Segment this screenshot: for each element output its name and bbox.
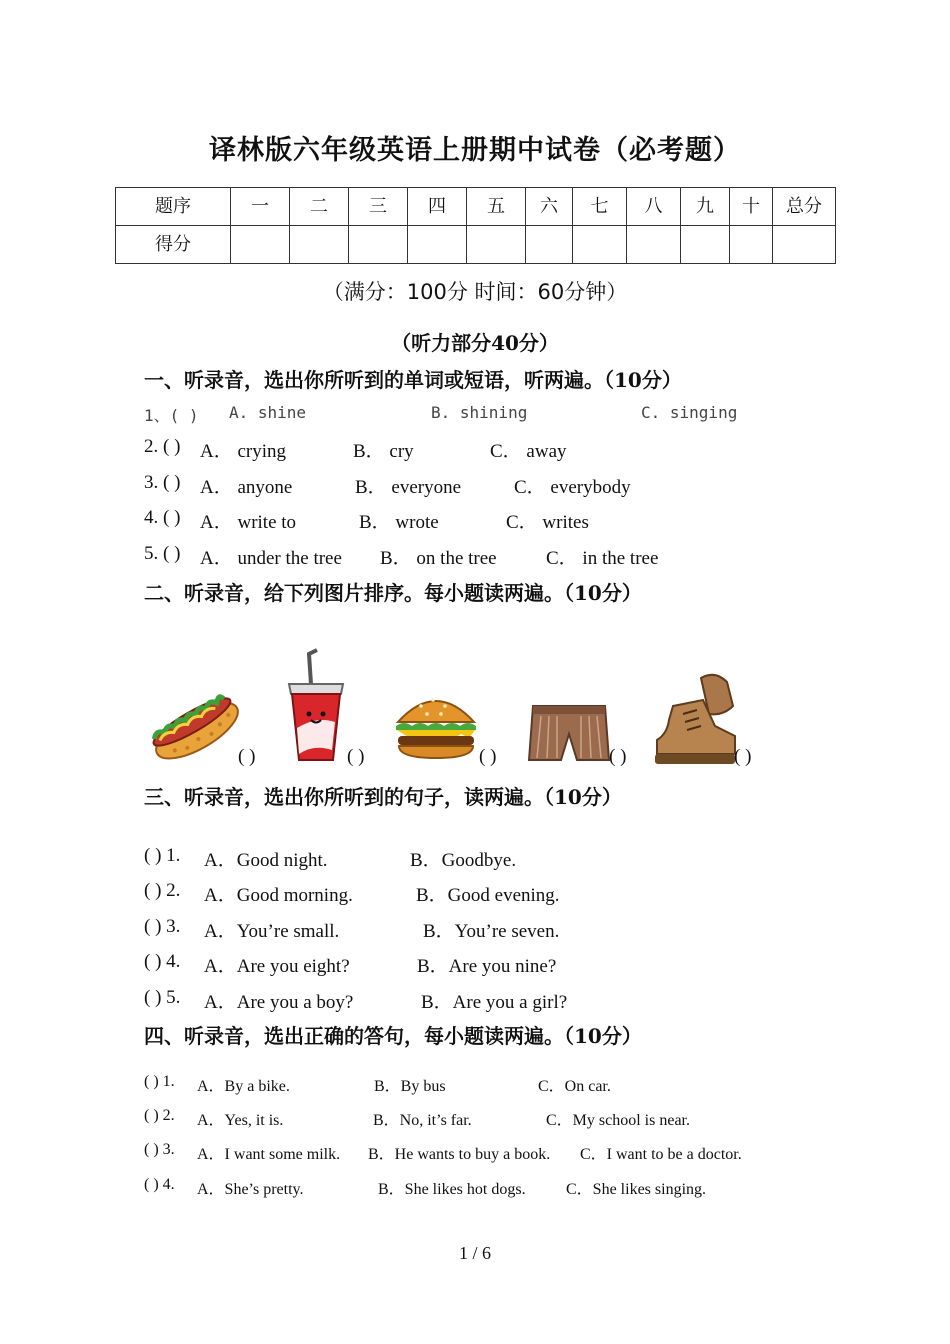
q4-option-b: B． wrote xyxy=(359,512,439,533)
score-cell xyxy=(231,226,290,264)
section3-title: 三、听录音，选出你所听到的句子，读两遍。（10分） xyxy=(144,785,622,809)
header-cell: 六 xyxy=(526,188,573,226)
q1-option-b: B. shining xyxy=(431,403,528,422)
score-cell xyxy=(526,226,573,264)
q2-option-a: A． crying xyxy=(200,441,287,462)
header-cell: 总分 xyxy=(773,188,836,226)
q4-number: 4. ( ) xyxy=(144,507,181,528)
s4-q4-option-b: B．She likes hot dogs. xyxy=(378,1181,526,1198)
s3-q5-number: ( ) 5. xyxy=(144,987,181,1008)
s3-q2-number: ( ) 2. xyxy=(144,880,181,901)
s3-q4-option-a: A．Are you eight? xyxy=(204,956,350,977)
q3-option-b: B． everyone xyxy=(355,477,462,498)
s4-q4-number: ( ) 4. xyxy=(144,1176,175,1193)
q3-option-c: C． everybody xyxy=(514,477,631,498)
q1-option-c: C. singing xyxy=(641,403,738,422)
q2-number: 2. ( ) xyxy=(144,436,181,457)
score-cell xyxy=(730,226,773,264)
q1-option-a: A. shine xyxy=(229,403,307,422)
header-cell: 八 xyxy=(627,188,681,226)
picture-answer-blank[interactable]: ( ) xyxy=(734,746,752,767)
cola-cup-picture xyxy=(283,648,349,764)
s4-q4-option-c: C．She likes singing. xyxy=(566,1181,707,1198)
s4-q1-option-c: C．On car. xyxy=(538,1078,611,1095)
s4-q2-option-a: A．Yes, it is. xyxy=(197,1112,284,1129)
hamburger-picture xyxy=(393,688,479,762)
score-cell xyxy=(573,226,627,264)
picture-answer-blank[interactable]: ( ) xyxy=(347,746,365,767)
picture-answer-blank[interactable]: ( ) xyxy=(238,746,256,767)
s3-q5-option-b: B．Are you a girl? xyxy=(421,992,568,1013)
row-label-cell: 得分 xyxy=(116,226,231,264)
page-number: 1 / 6 xyxy=(458,1243,491,1263)
s4-q3-option-a: A．I want some milk. xyxy=(197,1146,341,1163)
s4-q2-option-c: C．My school is near. xyxy=(546,1112,690,1129)
hot-dog-picture xyxy=(143,678,241,766)
q5-number: 5. ( ) xyxy=(144,543,181,564)
s4-q1-number: ( ) 1. xyxy=(144,1073,175,1090)
header-cell: 二 xyxy=(290,188,349,226)
q4-option-a: A． write to xyxy=(200,512,297,533)
s4-q1-option-b: B．By bus xyxy=(374,1078,446,1095)
q1-number: 1、( ) xyxy=(144,406,199,425)
header-cell: 三 xyxy=(349,188,408,226)
s3-q2-option-b: B．Good evening. xyxy=(416,885,560,906)
s3-q5-option-a: A．Are you a boy? xyxy=(204,992,354,1013)
section4-title: 四、听录音，选出正确的答句，每小题读两遍。（10分） xyxy=(144,1024,642,1048)
header-cell: 一 xyxy=(231,188,290,226)
q3-number: 3. ( ) xyxy=(144,472,181,493)
s3-q4-option-b: B．Are you nine? xyxy=(417,956,557,977)
picture-answer-blank[interactable]: ( ) xyxy=(609,746,627,767)
score-cell xyxy=(408,226,467,264)
shorts-picture xyxy=(527,704,611,764)
exam-title: 译林版六年级英语上册期中试卷（必考题） xyxy=(209,135,741,166)
s4-q3-option-c: C．I want to be a doctor. xyxy=(580,1146,742,1163)
s4-q2-option-b: B．No, it’s far. xyxy=(373,1112,472,1129)
listening-note: （听力部分40分） xyxy=(391,331,559,355)
header-cell: 五 xyxy=(467,188,526,226)
header-cell: 九 xyxy=(681,188,730,226)
q2-option-b: B． cry xyxy=(353,441,414,462)
s4-q2-number: ( ) 2. xyxy=(144,1107,175,1124)
header-cell: 题序 xyxy=(116,188,231,226)
s4-q4-option-a: A．She’s pretty. xyxy=(197,1181,304,1198)
q5-option-a: A． under the tree xyxy=(200,548,342,569)
q5-option-b: B． on the tree xyxy=(380,548,497,569)
score-table-score-row xyxy=(116,226,836,264)
s3-q3-number: ( ) 3. xyxy=(144,916,181,937)
section1-title: 一、听录音，选出你所听到的单词或短语，听两遍。（10分） xyxy=(144,368,682,392)
s3-q3-option-b: B．You’re seven. xyxy=(423,921,560,942)
q4-option-c: C． writes xyxy=(506,512,589,533)
header-cell: 十 xyxy=(730,188,773,226)
s3-q1-option-a: A．Good night. xyxy=(204,850,328,871)
score-cell xyxy=(681,226,730,264)
s4-q3-number: ( ) 3. xyxy=(144,1141,175,1158)
score-table xyxy=(115,187,836,264)
q2-option-c: C． away xyxy=(490,441,567,462)
q3-option-a: A． anyone xyxy=(200,477,293,498)
score-cell xyxy=(627,226,681,264)
s3-q1-number: ( ) 1. xyxy=(144,845,181,866)
s3-q1-option-b: B．Goodbye. xyxy=(410,850,517,871)
header-cell: 四 xyxy=(408,188,467,226)
score-cell xyxy=(349,226,408,264)
q5-option-c: C． in the tree xyxy=(546,548,659,569)
exam-meta: （满分：100分 时间：60分钟） xyxy=(322,280,628,304)
score-cell xyxy=(467,226,526,264)
score-cell xyxy=(773,226,836,264)
s3-q3-option-a: A．You’re small. xyxy=(204,921,340,942)
s3-q4-number: ( ) 4. xyxy=(144,951,181,972)
section2-title: 二、听录音，给下列图片排序。每小题读两遍。（10分） xyxy=(144,581,642,605)
picture-answer-blank[interactable]: ( ) xyxy=(479,746,497,767)
score-cell xyxy=(290,226,349,264)
s3-q2-option-a: A．Good morning. xyxy=(204,885,353,906)
s4-q1-option-a: A．By a bike. xyxy=(197,1078,290,1095)
s4-q3-option-b: B．He wants to buy a book. xyxy=(368,1146,551,1163)
boots-picture xyxy=(653,672,737,766)
score-table-header-row xyxy=(116,188,836,226)
header-cell: 七 xyxy=(573,188,627,226)
